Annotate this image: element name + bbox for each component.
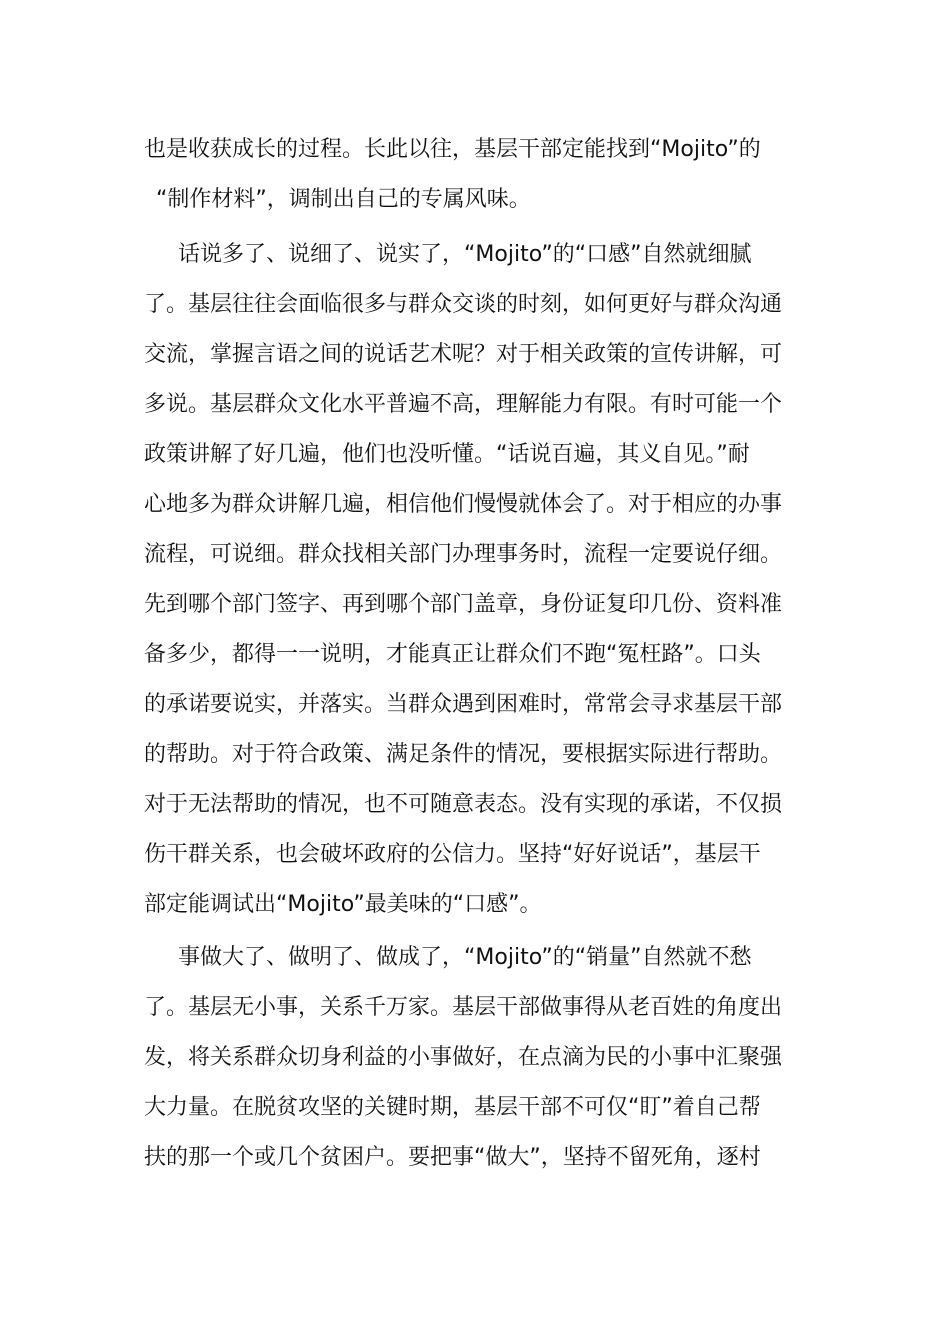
text-line: 政策讲解了好几遍，他们也没听懂。“话说百遍，其义自见。”耐	[144, 442, 750, 467]
text-line: 交流，掌握言语之间的说话艺术呢？对于相关政策的宣传讲解，可	[144, 342, 783, 367]
text-line: 对于无法帮助的情况，也不可随意表态。没有实现的承诺，不仅损	[144, 792, 783, 817]
text-line: 的帮助。对于符合政策、满足条件的情况，要根据实际进行帮助。	[144, 742, 783, 767]
text-line: 伤干群关系，也会破坏政府的公信力。坚持“好好说话”，基层干	[144, 842, 761, 867]
text-line: 流程，可说细。群众找相关部门办理事务时，流程一定要说仔细。	[144, 542, 783, 567]
paragraph-first-line: 事做大了、做明了、做成了，“Mojito”的“销量”自然就不愁	[178, 945, 752, 970]
text-line: 先到哪个部门签字、再到哪个部门盖章，身份证复印几份、资料准	[144, 592, 783, 617]
text-line: 也是收获成长的过程。长此以往，基层干部定能找到“Mojito”的	[144, 137, 761, 162]
text-line: 了。基层往往会面临很多与群众交谈的时刻，如何更好与群众沟通	[144, 292, 783, 317]
paragraph-first-line: 话说多了、说细了、说实了，“Mojito”的“口感”自然就细腻	[178, 242, 752, 267]
text-line: 部定能调试出“Mojito”最美味的“口感”。	[144, 892, 542, 917]
text-line: 了。基层无小事，关系千万家。基层干部做事得从老百姓的角度出	[144, 995, 783, 1020]
text-line: 扶的那一个或几个贫困户。要把事“做大”，坚持不留死角，逐村	[144, 1145, 761, 1170]
text-line: 多说。基层群众文化水平普遍不高，理解能力有限。有时可能一个	[144, 392, 783, 417]
text-line: 发，将关系群众切身利益的小事做好，在点滴为民的小事中汇聚强	[144, 1045, 783, 1070]
text-line: 备多少，都得一一说明，才能真正让群众们不跑“冤枉路”。口头	[144, 642, 761, 667]
text-line: “制作材料”，调制出自己的专属风味。	[156, 187, 531, 212]
text-line: 心地多为群众讲解几遍，相信他们慢慢就体会了。对于相应的办事	[144, 492, 783, 517]
text-line: 的承诺要说实，并落实。当群众遇到困难时，常常会寻求基层干部	[144, 692, 783, 717]
text-line: 大力量。在脱贫攻坚的关键时期，基层干部不可仅“盯”着自己帮	[144, 1095, 761, 1120]
